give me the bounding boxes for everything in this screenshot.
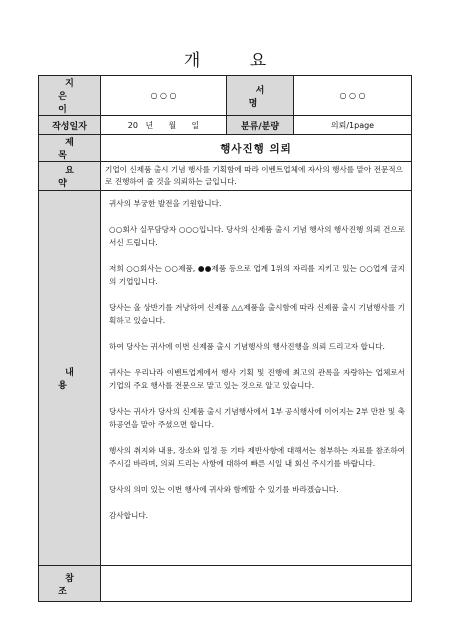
content-paragraph: 당사의 의미 있는 이번 행사에 귀사와 함께할 수 있기를 바라겠습니다. xyxy=(109,485,339,494)
reference-label: 참 조 xyxy=(39,566,101,602)
writer-value: ○ ○ ○ xyxy=(101,76,227,116)
subject-value: 행사진행 의뢰 xyxy=(101,135,412,162)
date-label: 작성일자 xyxy=(39,116,101,135)
content-paragraph: 저희 ○○회사는 ○○제품, ●●제품 등으로 업계 1위의 자리를 지키고 있는 ○○업계 굴지의 기업입니다. xyxy=(109,264,405,286)
content-paragraph: 감사합니다. xyxy=(109,511,149,520)
content-paragraph: 귀사는 우리나라 이벤트업계에서 행사 기획 및 진행에 최고의 관록을 자랑하는 업체로서 기업의 주요 행사를 전문으로 맡고 있는 것으로 알고 있습니다. xyxy=(109,368,405,390)
content-paragraph: 당사는 올 상반기를 겨냥하여 신제품 △△제품을 출시함에 따라 신제품 출시 기념행사를 기획하고 있습니다. xyxy=(109,303,405,325)
content-paragraph: 행사의 취지와 내용, 장소와 일정 등 기타 제반사항에 대해서는 첨부하는 자료를 참조하여 주시길 바라며, 의뢰 드리는 사항에 대하여 빠른 시일 내 회신 주시기를 바랍니다. xyxy=(109,446,405,468)
document-title: 개 요 xyxy=(183,51,289,71)
content-body xyxy=(101,191,412,566)
outline-form xyxy=(38,75,412,602)
content-paragraph: ○○회사 실무담당자 ○○○입니다. 당사의 신제품 출시 기념 행사의 행사진행 의뢰 건으로 서신 드립니다. xyxy=(109,225,405,247)
date-value: 20 년 월 일 xyxy=(101,116,227,135)
reference-value xyxy=(101,566,412,602)
content-label: 내 용 xyxy=(39,191,101,566)
subject-label: 제 목 xyxy=(39,135,101,162)
summary-label: 요 약 xyxy=(39,162,101,191)
writer-label: 지 은 이 xyxy=(39,76,101,116)
signature-value: ○ ○ ○ xyxy=(294,76,412,116)
summary-text: 기업이 신제품 출시 기념 행사를 기획함에 따라 이벤트업체에 자사의 행사를 맡아 전문적으로 진행하여 줄 것을 의뢰하는 글입니다. xyxy=(101,162,412,191)
category-label: 분류/분량 xyxy=(227,116,294,135)
content-paragraph: 하여 당사는 귀사에 이번 신제품 출시 기념행사의 행사진행을 의뢰 드리고자 합니다. xyxy=(109,342,385,351)
category-value: 의뢰/1page xyxy=(294,116,412,135)
content-paragraph: 당사는 귀사가 당사의 신제품 출시 기념행사에서 1부 공식행사에 이어지는 2부 만찬 및 축하공연을 맡아 주셨으면 합니다. xyxy=(109,407,405,429)
signature-label: 서 명 xyxy=(227,76,294,116)
content-paragraph: 귀사의 부궁한 발전을 기원합니다. xyxy=(109,199,222,208)
